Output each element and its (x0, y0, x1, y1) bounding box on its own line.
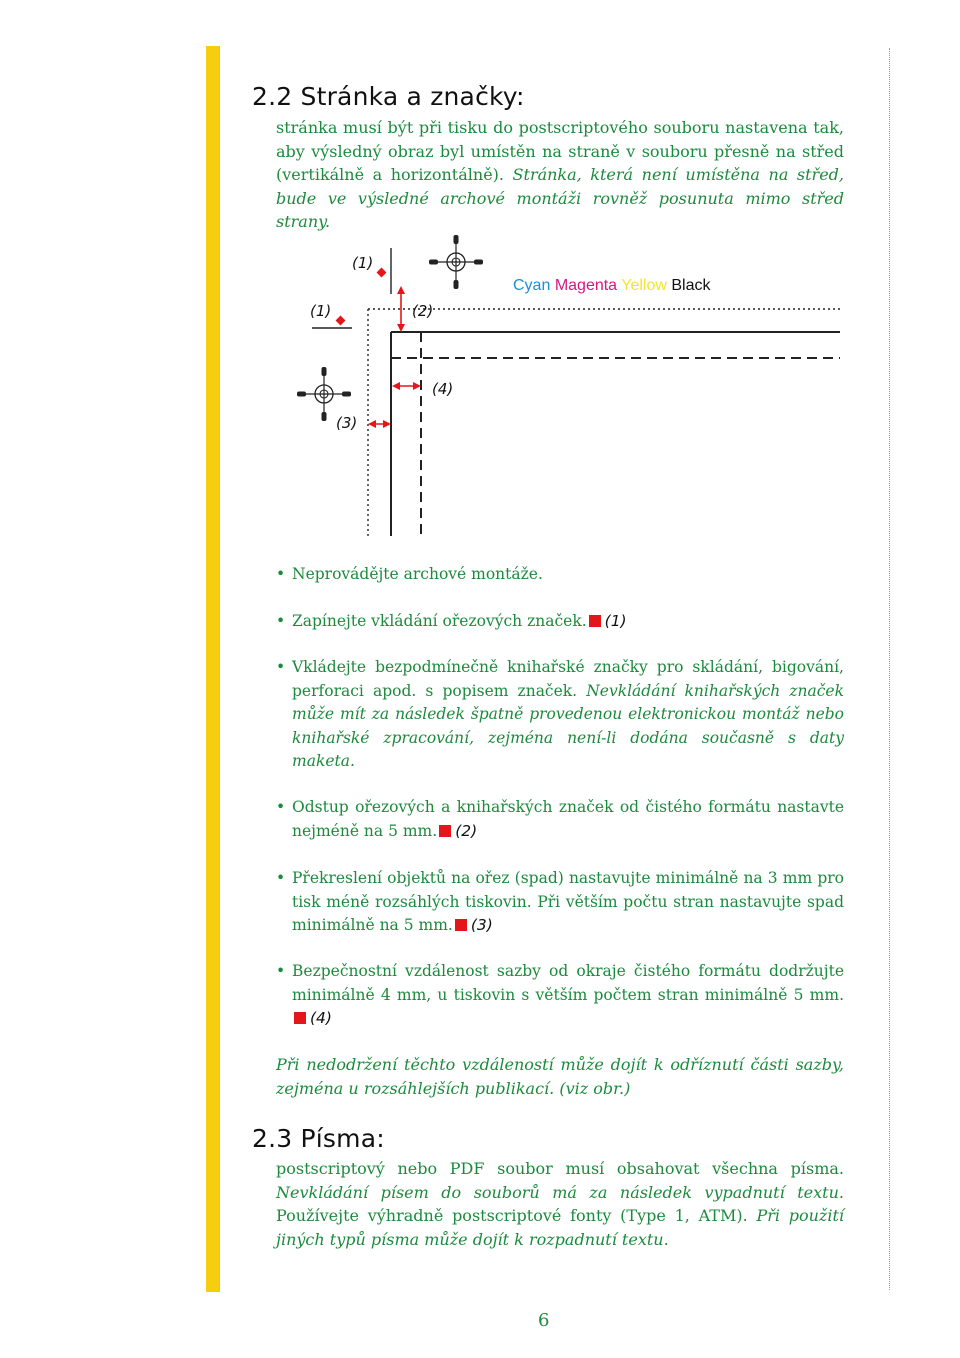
red-square-icon (455, 919, 467, 931)
list-item (276, 960, 844, 1031)
list-item-text: Bezpečnostní vzdálenost sazby od okraje čistého formátu dodržujte minimálně 4 mm, u tiskovin s větším počtem stran minimálně 5 mm. (292, 962, 844, 1004)
red-square-icon (589, 615, 601, 627)
red-square-icon (439, 825, 451, 837)
list-item-text: Zapínejte vkládání ořezových značek. (292, 612, 587, 630)
margin-rule (219, 46, 220, 1292)
section-title-fonts: 2.3 Písma: (252, 1124, 385, 1153)
intro-italic: Stránka, která není umístěna na střed, bude ve výsledné archové montáži rovněž posunuta mimo střed strany. (276, 165, 844, 231)
list-item (276, 867, 844, 938)
marker-1-left (336, 316, 346, 326)
registration-mark-top (429, 235, 483, 289)
bullet-icon: • (276, 962, 286, 980)
fonts-p3: Používejte výhradně postscriptové fonty (Type 1, ATM). (276, 1206, 748, 1225)
color-bar-cyan: Cyan (513, 277, 551, 294)
label-ref3: (3) (336, 414, 358, 432)
list-item-italic: Nevkládání knihařských značek může mít za následek špatně provedenou elektronickou montáž nebo knihařské zpracování, zejména není-li dodána současně s daty maketa. (292, 681, 844, 770)
page-area (368, 306, 840, 536)
fonts-p2: Nevkládání písem do souborů má za následek vypadnutí textu. (276, 1182, 844, 1202)
list-item-text: Vkládejte bezpodmínečně knihařské značky pro skládání, bigování, perforaci apod. s popisem značek. (292, 658, 844, 700)
fonts-p1: postscriptový nebo PDF soubor musí obsahovat všechna písma. (276, 1159, 844, 1178)
color-bar (513, 277, 711, 294)
yellow-margin-bar (206, 46, 219, 1292)
color-bar-yellow: Yellow (621, 277, 667, 294)
bullet-icon: • (276, 798, 286, 816)
label-ref1-top: (1) (352, 254, 374, 272)
list-item (276, 796, 844, 843)
list-item-ref: (1) (604, 612, 627, 630)
bullet-icon: • (276, 658, 286, 676)
fonts-p4: Při použití jiných typů písma může dojít k rozpadnutí textu. (276, 1206, 845, 1249)
label-ref2: (2) (412, 302, 434, 320)
color-bar-magenta: Magenta (554, 277, 618, 294)
registration-mark-left (297, 367, 351, 421)
fonts-paragraph (276, 1157, 844, 1251)
bullet-icon: • (276, 565, 286, 583)
color-bar-black: Black (671, 277, 711, 294)
marker-1-top (377, 268, 387, 278)
list-item (276, 563, 844, 587)
list-item-text: Odstup ořezových a knihařských značek od čistého formátu nastavte nejméně na 5 mm. (292, 798, 844, 840)
page-number: 6 (538, 1310, 550, 1331)
bullet-icon: • (276, 869, 286, 887)
dotted-margin-rule (889, 48, 890, 1290)
intro-paragraph (276, 116, 844, 234)
bullet-icon: • (276, 612, 286, 630)
list-item-text: Překreslení objektů na ořez (spad) nastavujte minimálně na 3 mm pro tisk méně rozsáhlých tiskovin. Při větším počtu stran nastavujte spad minimálně na 5 mm. (292, 869, 844, 934)
list-item-ref: (4) (310, 1009, 332, 1027)
red-square-icon (294, 1012, 306, 1024)
list-item-ref: (2) (455, 821, 478, 840)
list-item (276, 610, 844, 634)
label-ref4: (4) (432, 380, 454, 398)
list-item-text: Neprovádějte archové montáže. (292, 565, 543, 583)
intro-plain: stránka musí být při tisku do postscriptového souboru nastavena tak, aby výsledný obraz byl umístěn na straně v souboru přesně na střed (vertikálně a horizontálně). (276, 118, 844, 184)
list-item (276, 656, 844, 774)
label-ref1-left: (1) (310, 302, 332, 320)
section-title-page: 2.2 Stránka a značky: (252, 82, 525, 111)
distance-note: Při nedodržení těchto vzdáleností může dojít k odříznutí části sazby, zejména u rozsáhlejších publikací. (viz obr.) (276, 1055, 844, 1098)
list-item-ref: (3) (470, 916, 493, 934)
page-marks-diagram (296, 232, 844, 538)
